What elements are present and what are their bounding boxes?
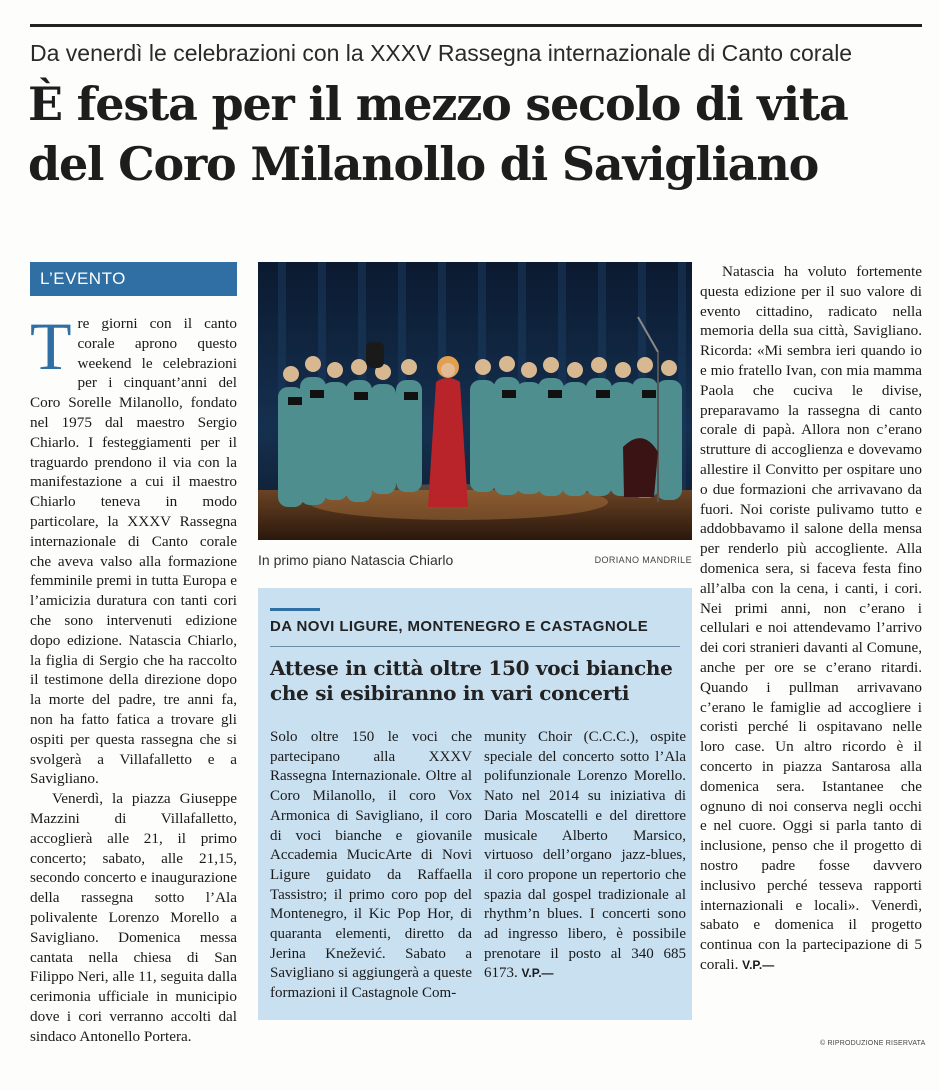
paragraph-3: Natascia ha voluto fortemente questa edizione per il suo valore di evento cittadino, radicato nella memoria della sua città, Savigliano. Ricorda: «Mi sembra ieri quando io e mio fratello Ivan, con mia mamma Paola che cuciva le divise, preparavamo la rassegna di canto corale di papà. Allora non c’erano strutture di accoglienza e dovevamo allestire il Convitto per ospitare uno o due formazioni che arrivavano da fuori. Noi coriste pulivamo tutto e addobbavamo il salone della mensa per renderlo più accogliente. Alla domenica sera, si faceva festa fino all’alba con la cena, i canti, i cori. Nei primi anni, non c’erano i cellulari e noi attendevamo l’arrivo dei cori stranieri davanti al Comune, anche per ore se c’erano ritardi. Quando i pullman arrivavano c’erano le famiglie ad accogliere i coristi perché li ospitavano nelle loro case. Un altro ricordo è il concerto in piazza Santarosa alla domenica sera. Istantanee che ognuno di noi conserva negli occhi e nel cuore. Oggi si parla tanto di inclusione, penso che il progetto di nostro padre fosse davvero inclusivo perché tesseva rapporti internazionali e locali». Venerdì, sabato e domenica il progetto continua con la partecipazione di 5 corali. V.P.— <box>700 263 922 973</box>
top-rule <box>30 24 922 27</box>
caption-text: In primo piano Natascia Chiarlo <box>258 552 454 568</box>
sidebar-title-line-1: Attese in città oltre 150 voci bianche <box>270 656 673 680</box>
sidebar-column-b <box>484 728 686 984</box>
photo-credit: DORIANO MANDRILE <box>594 555 692 565</box>
sidebar-column-a <box>270 728 472 1004</box>
reproduction-notice: © RIPRODUZIONE RISERVATA <box>820 1040 926 1047</box>
sidebar-title-line-2: che si esibiranno in vari concerti <box>270 681 630 705</box>
sidebar-text-a: Solo oltre 150 le voci che partecipano alla XXXV Rassegna Internazionale. Oltre al Coro Milanollo, il coro Vox Armonica di Savigliano, il coro di voci bianche e giovanile Accademia MucicArte di Novi Ligure guidato da Raffaella Tassistro; il primo coro pop del Montenegro, il Kic Pop Hor, di quaranta elementi, diretto da Jerina Knežević. Sabato a Savigliano si aggiungerà a queste formazioni il Castagnole Com- <box>270 729 472 1002</box>
section-label: L’EVENTO <box>30 262 237 296</box>
paragraph-1: Tre giorni con il canto corale aprono questo weekend le celebrazioni per i cinquant’anni del Coro Sorelle Milanollo, fondato nel 1975 dal maestro Sergio Chiarlo. I festeggiamenti per il traguardo prendono il via con la manifestazione a cui il maestro Chiarlo teneva in modo particolare, la XXXV Rassegna internazionale di Canto corale che aveva valso alla formazione femminile premi in tutta Europa e l’amicizia duratura con tanti cori che sono intervenuti edizione dopo edizione. Natascia Chiarlo, la figlia di Sergio che ha raccolto il testimone della direzione dopo la morte del padre, tre anni fa, non ha fatto fatica a trovare gli ospiti per questa rassegna che si svolgerà a Villafalletto e a Savigliano. <box>30 308 237 788</box>
photo-caption <box>258 552 692 568</box>
choir-photo <box>258 262 692 540</box>
article-headline <box>28 74 928 194</box>
article-column-3 <box>700 262 922 976</box>
sidebar-text-b: munity Choir (C.C.C.), ospite speciale del concerto sotto l’Ala polifunzionale Lorenzo Morello. Nato nel 2014 su iniziativa di Daria Moscatelli e del direttore musicale Alberto Marsico, virtuoso dell’organo jazz-blues, il coro propone un repertorio che spazia dal gospel tradizionale al rhythm’n blues. I concerti sono ad ingresso libero, è possibile prenotare il posto al 340 685 6173. V.P.— <box>484 729 686 982</box>
headline-line-2: del Coro Milanollo di Savigliano <box>28 137 819 191</box>
article-kicker: Da venerdì le celebrazioni con la XXXV Rassegna internazionale di Canto corale <box>30 40 853 66</box>
sidebar-separator <box>270 646 680 647</box>
article-signature: V.P.— <box>742 957 775 972</box>
headline-line-1: È festa per il mezzo secolo di vita <box>28 77 848 131</box>
sidebar-box <box>258 588 692 1020</box>
sidebar-signature: V.P.— <box>521 966 554 981</box>
sidebar-kicker: DA NOVI LIGURE, MONTENEGRO E CASTAGNOLE <box>270 618 649 635</box>
paragraph-2: Venerdì, la piazza Giuseppe Mazzini di Villafalletto, accoglierà alle 21, il primo concerto; sabato, alle 21,15, secondo concerto e inaugurazione della rassegna sotto l’Ala polivalente Lorenzo Morello a Savigliano. Domenica messa cantata nella chiesa di San Filippo Neri, alle 11, seguita dalla cerimonia ufficiale in municipio dove i cori verranno accolti dal sindaco Antonello Portera. <box>30 790 237 1045</box>
article-column-1 <box>30 308 237 1046</box>
dropcap: T <box>30 308 72 384</box>
sidebar-title <box>270 656 686 706</box>
sidebar-rule <box>270 608 320 611</box>
